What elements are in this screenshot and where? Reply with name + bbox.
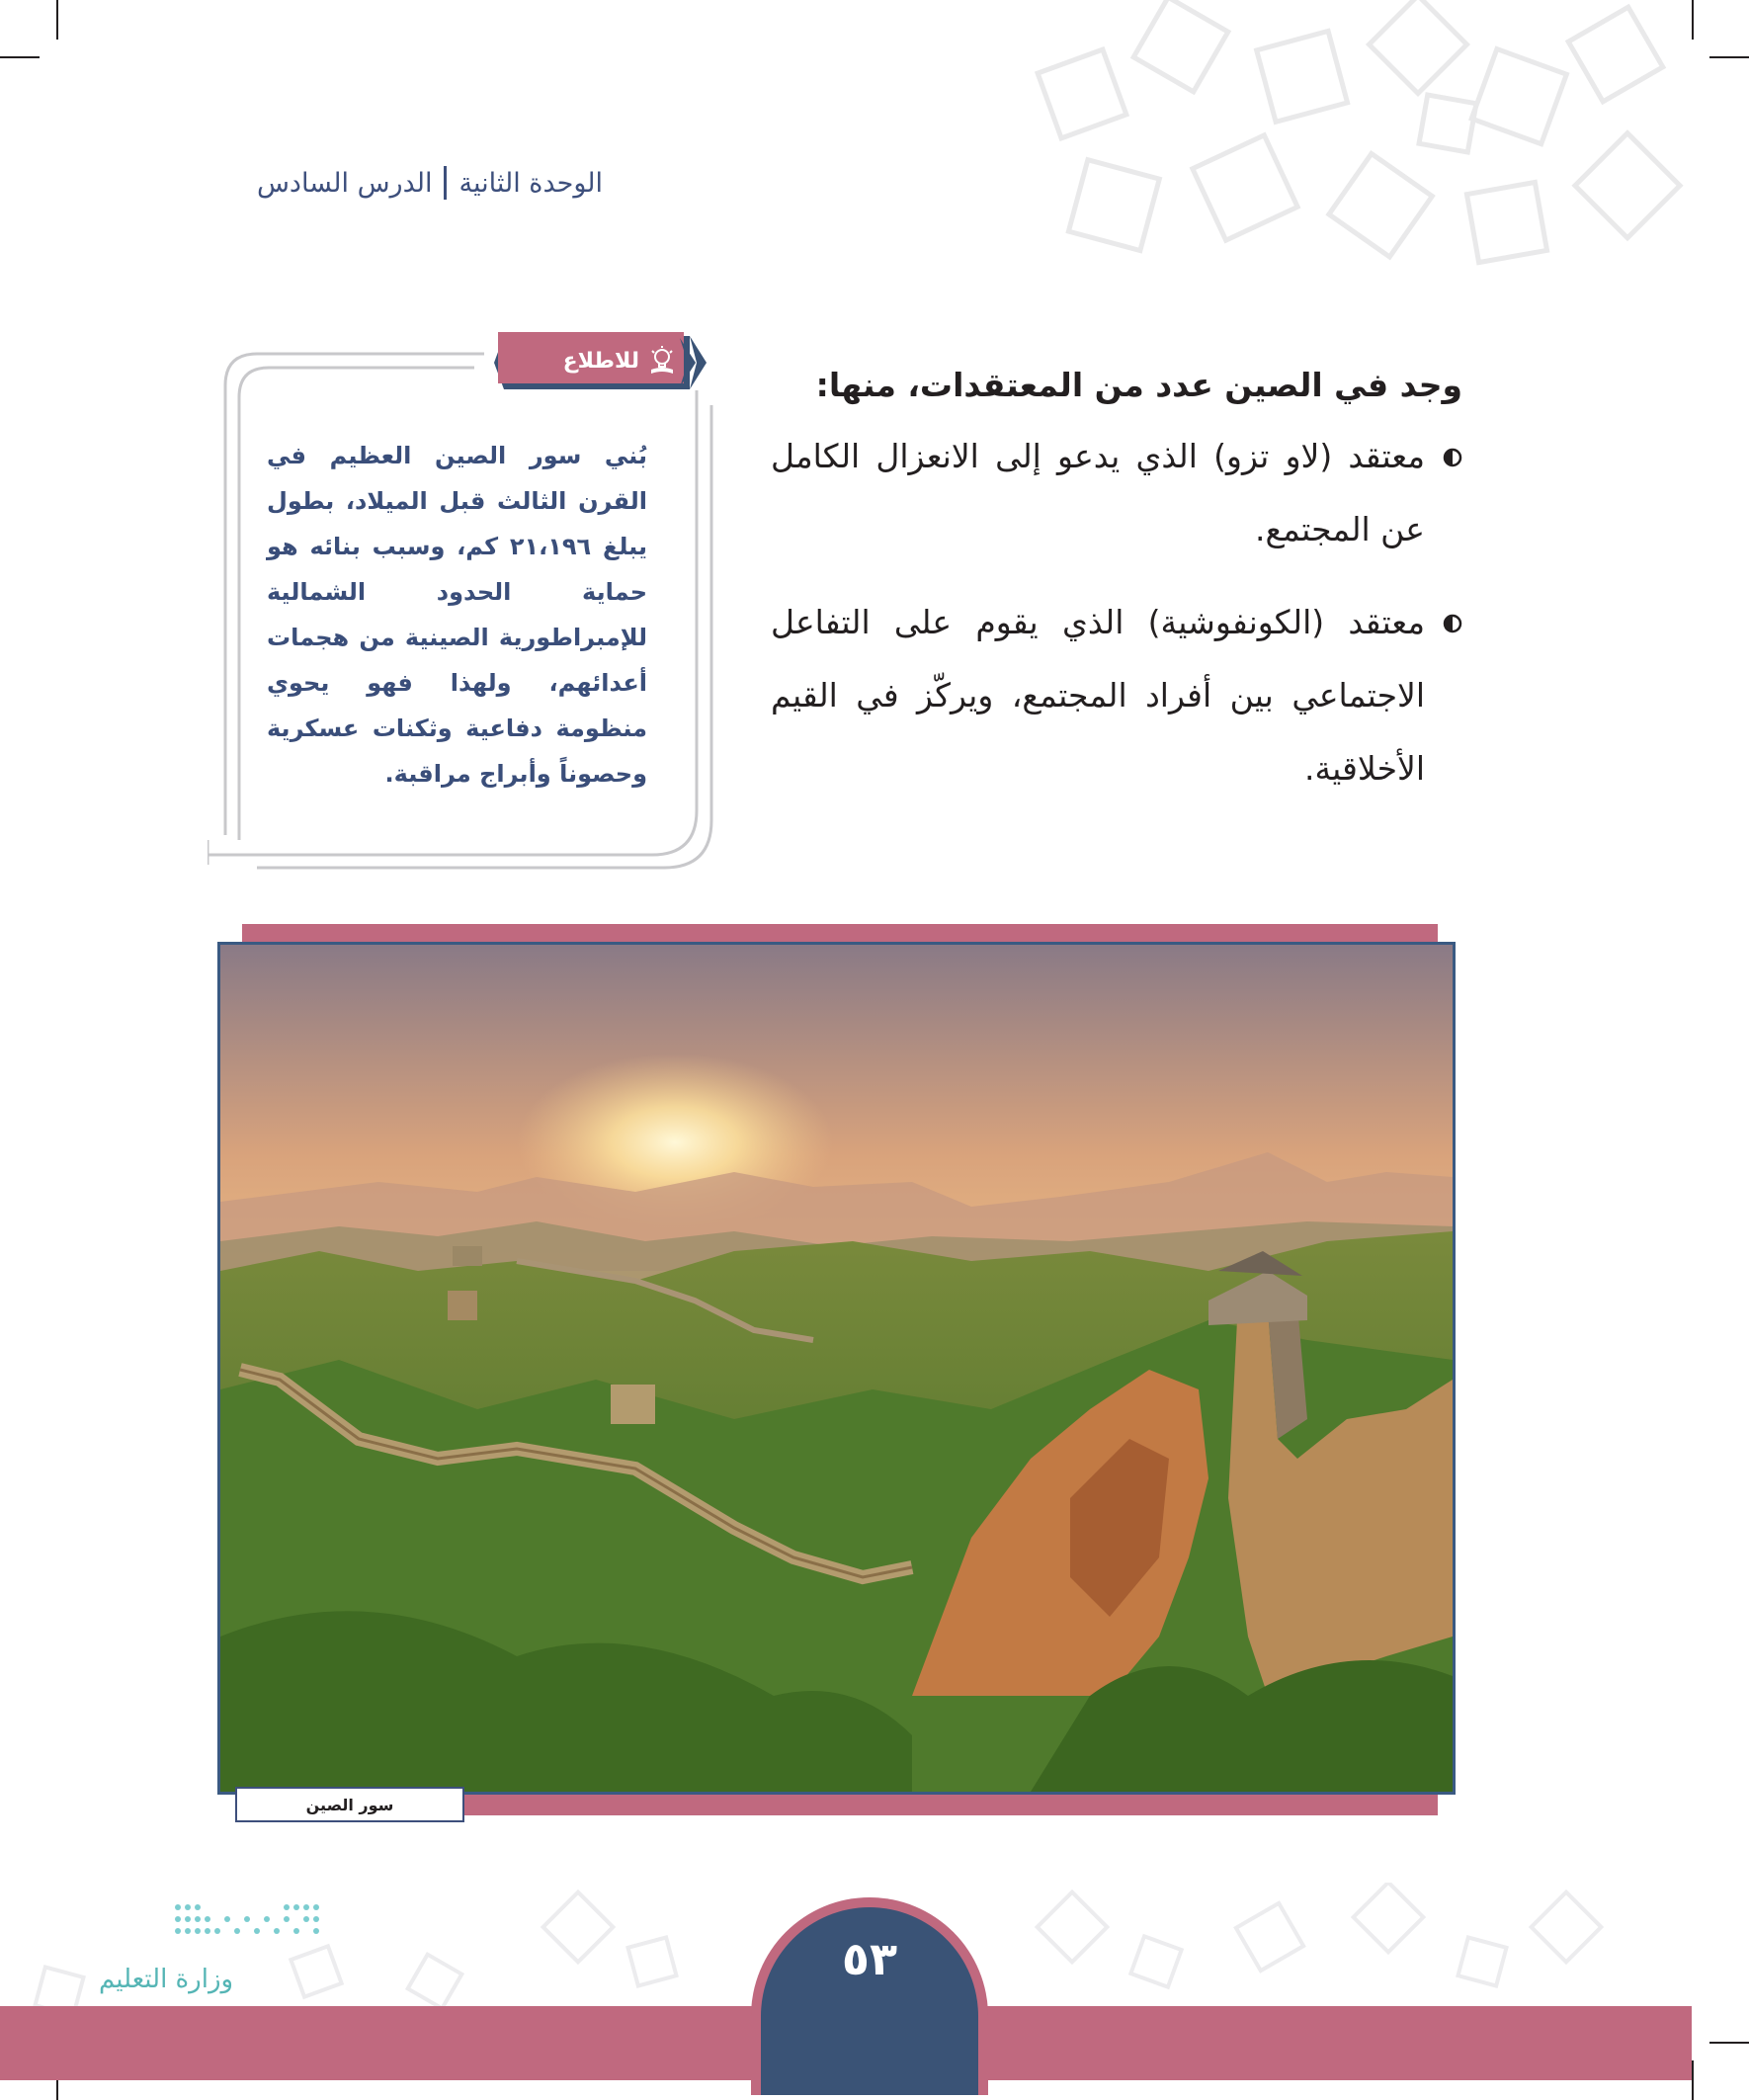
bullet-text: معتقد (الكونفوشية) الذي يقوم على التفاعل الاجتماعي بين أفراد المجتمع، ويركّز في القيم الأخلاقية. (771, 603, 1425, 788)
unit-title: الوحدة الثانية (458, 167, 603, 199)
crop-mark (1692, 2060, 1694, 2100)
photo-caption: سور الصين (235, 1787, 464, 1822)
bullet-item (771, 420, 1462, 566)
crop-mark (56, 0, 58, 40)
info-box-text: بُني سور الصين العظيم في القرن الثالث قبل الميلاد، بطول يبلغ ٢١،١٩٦ كم، وسبب بنائه هو حماية الحدود الشمالية للإمبراطورية الصينية من هجمات أعدائهم، ولهذا فهو يحوي منظومة دفاعية وثكنات عسكرية وحصوناً وأبراج مراقبة. (267, 442, 647, 788)
crop-mark (0, 56, 40, 58)
half-circle-bullet-icon (1443, 448, 1462, 467)
ministry-name: وزارة التعليم (99, 1965, 234, 1994)
crop-mark (1709, 56, 1749, 58)
lesson-title: الدرس السادس (256, 167, 433, 199)
great-wall-photo (217, 942, 1456, 1795)
breadcrumb (178, 163, 603, 203)
bullet-item (771, 586, 1462, 805)
info-label-text: للاطلاع (562, 348, 639, 374)
main-content (771, 361, 1462, 825)
crop-mark (1709, 2042, 1749, 2044)
intro-text: وجد في الصين عدد من المعتقدات، منها: (815, 366, 1462, 404)
bullet-text: معتقد (لاو تزو) الذي يدعو إلى الانعزال الكامل عن المجتمع. (771, 437, 1425, 548)
info-label (519, 341, 677, 380)
half-circle-bullet-icon (1443, 614, 1462, 633)
lightbulb-book-icon (647, 346, 677, 376)
photo-accent-bottom (464, 1794, 1438, 1815)
page-number: ٥٣ (841, 1932, 898, 1985)
great-wall-illustration (220, 945, 1453, 1792)
ministry-logo-icon (168, 1897, 326, 1947)
crop-mark (1692, 0, 1694, 40)
decorative-pattern (1008, 0, 1690, 336)
breadcrumb-separator (444, 166, 447, 200)
